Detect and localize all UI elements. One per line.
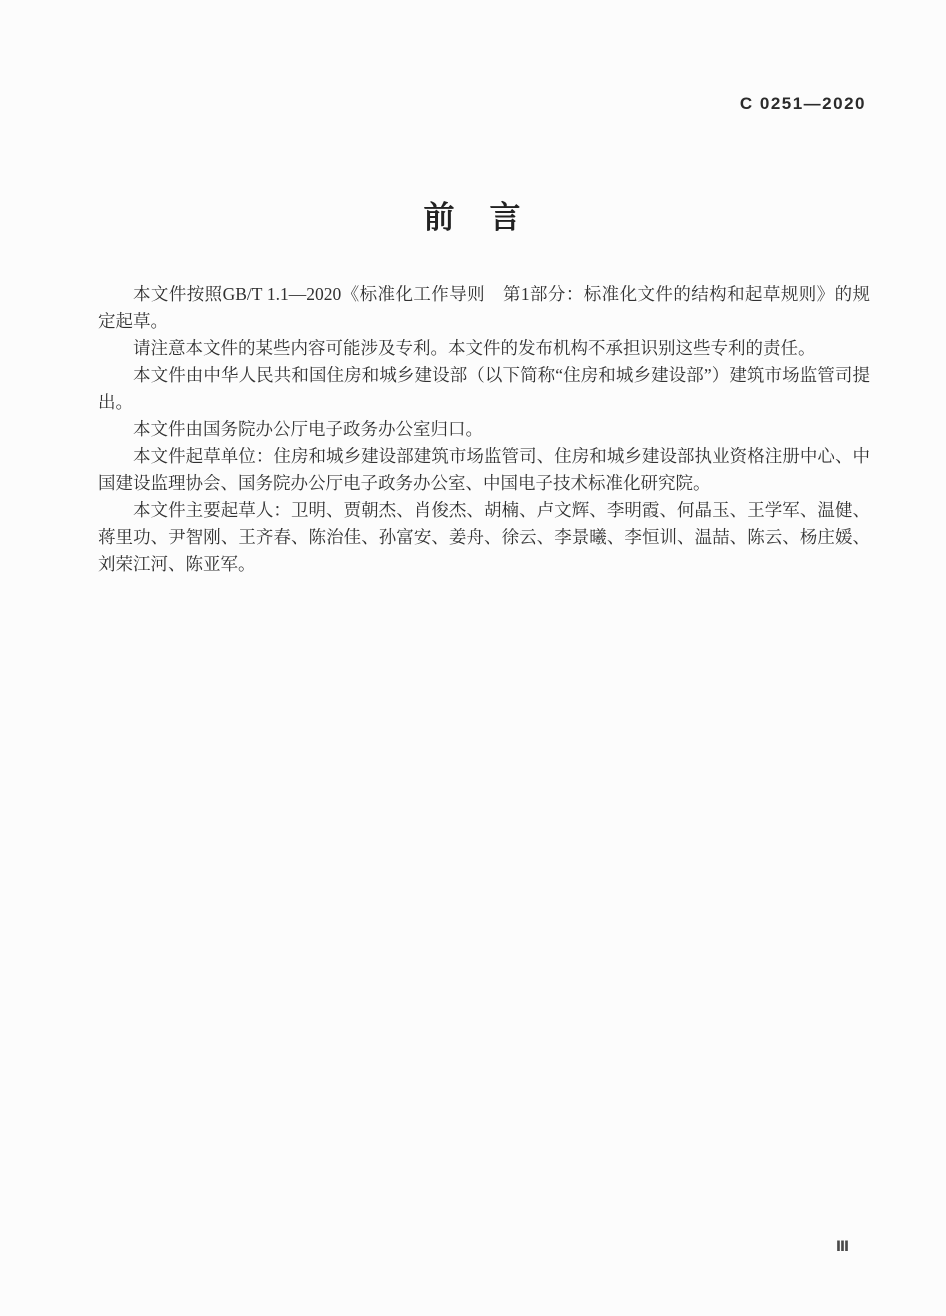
standard-code: C 0251—2020 [739, 94, 866, 113]
paragraph-drafting-basis: 本文件按照GB/T 1.1—2020《标准化工作导则 第1部分：标准化文件的结构和起草规则》的规定起草。 [98, 284, 870, 331]
paragraph-drafting-organizations: 本文件起草单位：住房和城乡建设部建筑市场监管司、住房和城乡建设部执业资格注册中心、中国建设监理协会、国务院办公厅电子政务办公室、中国电子技术标准化研究院。 [98, 446, 870, 493]
paragraph-main-drafters: 本文件主要起草人：卫明、贾朝杰、肖俊杰、胡楠、卢文辉、李明霞、何晶玉、王学军、温健、蒋里功、尹智刚、王齐春、陈治佳、孙富安、姜舟、徐云、李景曦、李恒训、温喆、陈云、杨庄媛、刘荣江河、陈亚军。 [98, 500, 870, 574]
paragraph-patent-notice: 请注意本文件的某些内容可能涉及专利。本文件的发布机构不承担识别这些专利的责任。 [133, 338, 816, 358]
foreword-body [98, 281, 870, 578]
page-title: 前 言 [423, 200, 523, 235]
paragraph-proposed-by: 本文件由中华人民共和国住房和城乡建设部（以下简称“住房和城乡建设部”）建筑市场监管司提出。 [98, 365, 870, 412]
paragraph-centralized-by: 本文件由国务院办公厅电子政务办公室归口。 [133, 419, 483, 439]
page-number: Ⅲ [835, 1238, 851, 1254]
